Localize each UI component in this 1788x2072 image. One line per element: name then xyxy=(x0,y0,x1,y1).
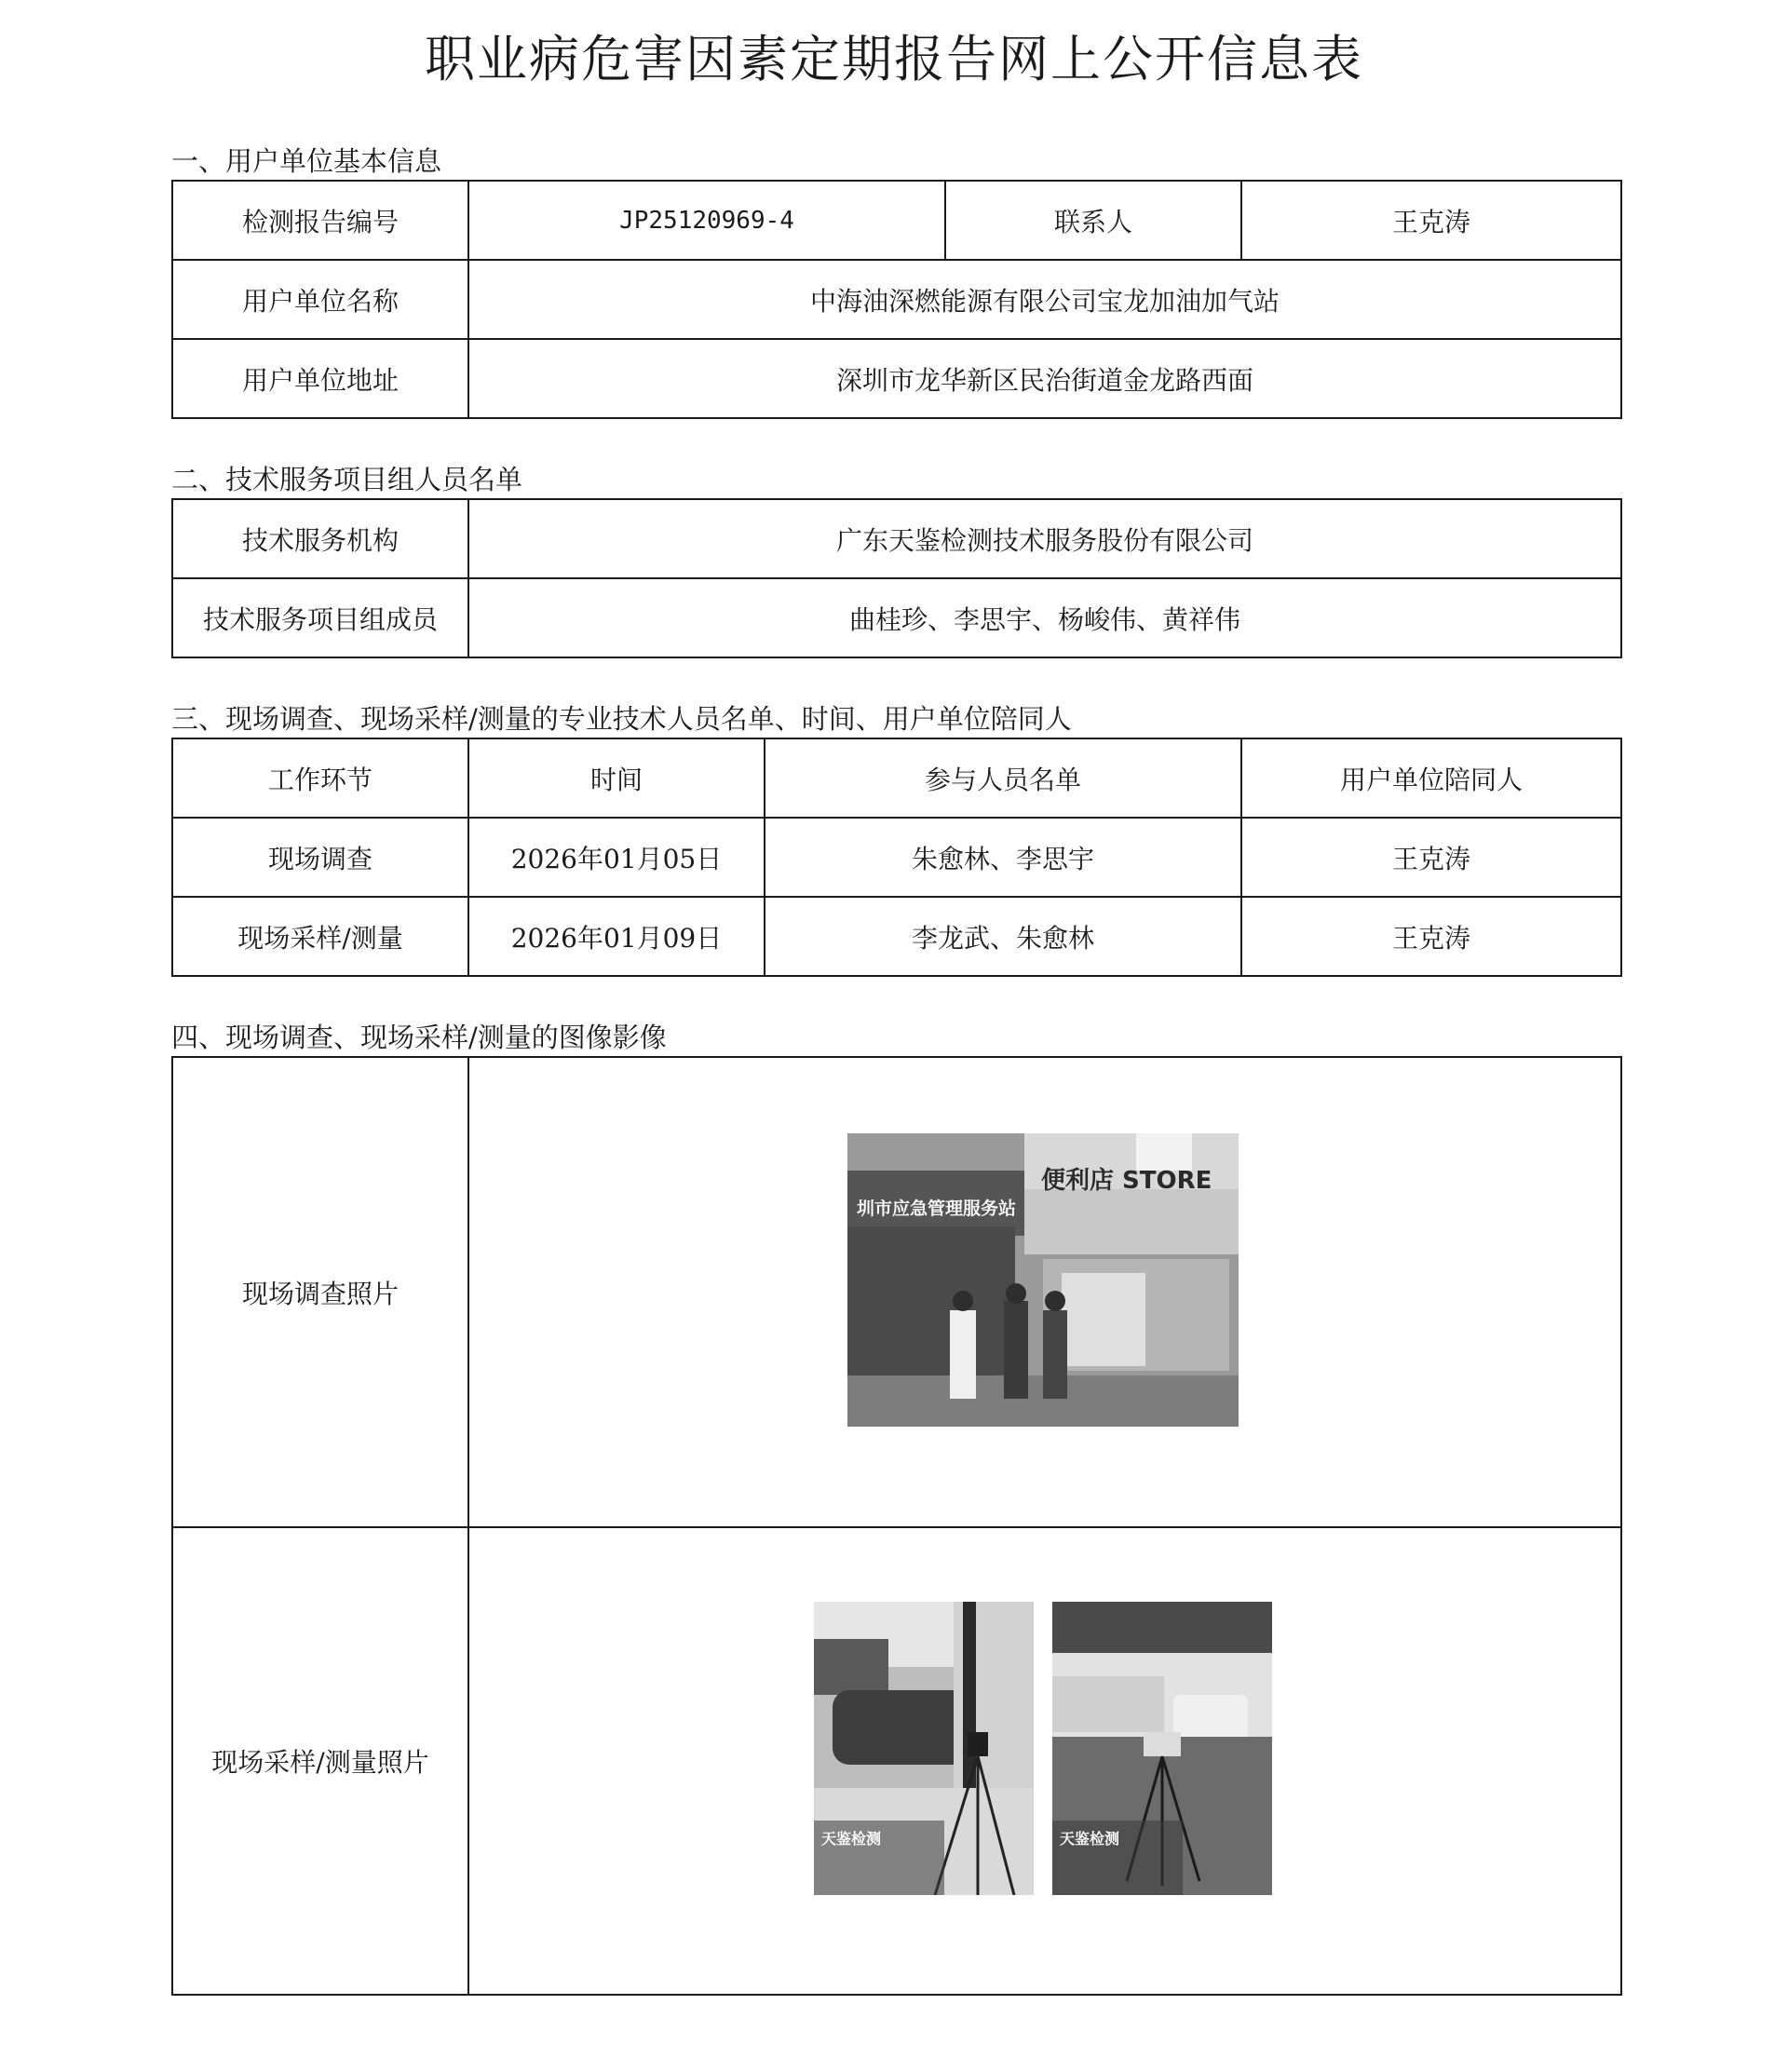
header-time: 时间 xyxy=(468,738,765,818)
unit-info-table xyxy=(171,180,1622,419)
sampling-photo-label: 现场采样/测量照片 xyxy=(172,1527,468,1995)
report-no-value: JP25120969-4 xyxy=(468,181,945,260)
row-escort: 王克涛 xyxy=(1241,818,1621,897)
section2-heading: 二、技术服务项目组人员名单 xyxy=(171,464,523,495)
survey-photo-label: 现场调查照片 xyxy=(172,1057,468,1527)
fieldwork-table xyxy=(171,738,1622,977)
contact-label: 联系人 xyxy=(945,181,1241,260)
header-escort: 用户单位陪同人 xyxy=(1241,738,1621,818)
table-row xyxy=(172,897,1621,976)
report-no-label: 检测报告编号 xyxy=(172,181,468,260)
header-stage: 工作环节 xyxy=(172,738,468,818)
members-value: 曲桂珍、李思宇、杨峻伟、黄祥伟 xyxy=(468,578,1621,657)
sampling-photo-right xyxy=(1052,1602,1272,1895)
members-label: 技术服务项目组成员 xyxy=(172,578,468,657)
service-team-table xyxy=(171,498,1622,658)
photo1-sign-right: 便利店 STORE xyxy=(1041,1167,1212,1195)
sampling-photo-left xyxy=(814,1602,1034,1895)
row-participants: 朱愈林、李思宇 xyxy=(765,818,1241,897)
row-date: 2026年01月05日 xyxy=(468,818,765,897)
unit-address-label: 用户单位地址 xyxy=(172,339,468,418)
row-stage: 现场调查 xyxy=(172,818,468,897)
document-title: 职业病危害因素定期报告网上公开信息表 xyxy=(425,30,1363,88)
contact-value: 王克涛 xyxy=(1241,181,1621,260)
unit-address-value: 深圳市龙华新区民治街道金龙路西面 xyxy=(468,339,1621,418)
row-escort: 王克涛 xyxy=(1241,897,1621,976)
unit-name-value: 中海油深燃能源有限公司宝龙加油加气站 xyxy=(468,260,1621,339)
row-participants: 李龙武、朱愈林 xyxy=(765,897,1241,976)
photo2-watermark: 天鉴检测 xyxy=(821,1830,882,1848)
photo1-sign-left: 圳市应急管理服务站 xyxy=(857,1199,1017,1219)
sampling-photo-cell xyxy=(468,1527,1621,1995)
row-stage: 现场采样/测量 xyxy=(172,897,468,976)
survey-photo xyxy=(847,1133,1239,1427)
section3-heading: 三、现场调查、现场采样/测量的专业技术人员名单、时间、用户单位陪同人 xyxy=(171,703,1072,735)
sampling-car-image xyxy=(814,1602,1034,1895)
row-date: 2026年01月09日 xyxy=(468,897,765,976)
photo3-watermark: 天鉴检测 xyxy=(1060,1830,1120,1848)
unit-name-label: 用户单位名称 xyxy=(172,260,468,339)
org-value: 广东天鉴检测技术服务股份有限公司 xyxy=(468,499,1621,578)
section1-heading: 一、用户单位基本信息 xyxy=(171,145,442,177)
org-label: 技术服务机构 xyxy=(172,499,468,578)
table-row xyxy=(172,818,1621,897)
sampling-tripod-image xyxy=(1052,1602,1272,1895)
section4-heading: 四、现场调查、现场采样/测量的图像影像 xyxy=(171,1022,667,1053)
header-participants: 参与人员名单 xyxy=(765,738,1241,818)
